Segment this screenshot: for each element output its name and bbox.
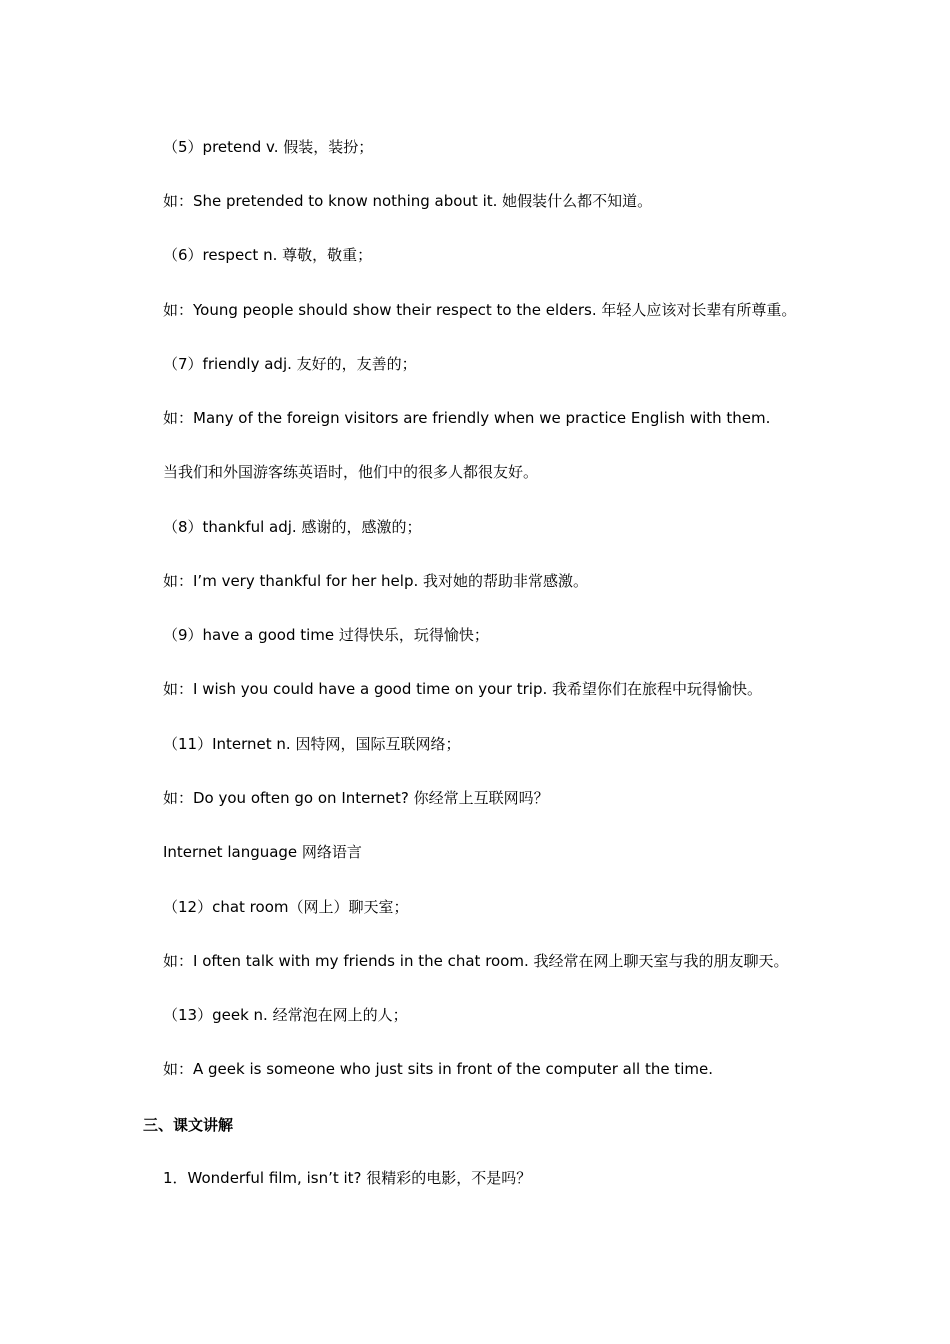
example-sentence: 如：Do you often go on Internet? 你经常上互联网吗？ <box>163 789 549 807</box>
example-sentence: 如：I wish you could have a good time on your trip. 我希望你们在旅程中玩得愉快。 <box>163 680 763 698</box>
example-translation: 当我们和外国游客练英语时，他们中的很多人都很友好。 <box>163 463 539 481</box>
vocab-item-pretend: （5）pretend v. 假装，装扮； <box>163 138 374 156</box>
vocab-item-geek: （13）geek n. 经常泡在网上的人； <box>163 1006 408 1024</box>
vocab-item-internet: （11）Internet n. 因特网，国际互联网络； <box>163 735 461 753</box>
vocab-item-chat-room: （12）chat room（网上）聊天室； <box>163 898 409 916</box>
example-sentence: 如：I’m very thankful for her help. 我对她的帮助非常感激。 <box>163 572 589 590</box>
example-sentence: 如：A geek is someone who just sits in front of the computer all the time. <box>163 1060 713 1078</box>
example-sentence: 如：She pretended to know nothing about it. 她假装什么都不知道。 <box>163 192 653 210</box>
text-explanation-item-1: 1．Wonderful film, isn’t it? 很精彩的电影，不是吗？ <box>163 1169 532 1187</box>
vocab-item-thankful: （8）thankful adj. 感谢的，感激的； <box>163 518 422 536</box>
phrase-internet-language: Internet language 网络语言 <box>163 843 362 861</box>
example-sentence: 如：I often talk with my friends in the chat room. 我经常在网上聊天室与我的朋友聊天。 <box>163 952 789 970</box>
example-sentence: 如：Many of the foreign visitors are friendly when we practice English with them. <box>163 409 771 427</box>
vocab-item-friendly: （7）friendly adj. 友好的，友善的； <box>163 355 417 373</box>
example-sentence: 如：Young people should show their respect to the elders. 年轻人应该对长辈有所尊重。 <box>163 301 797 319</box>
vocab-item-have-a-good-time: （9）have a good time 过得快乐，玩得愉快； <box>163 626 489 644</box>
section-heading: 三、课文讲解 <box>143 1116 234 1134</box>
vocab-item-respect: （6）respect n. 尊敬，敬重； <box>163 246 373 264</box>
